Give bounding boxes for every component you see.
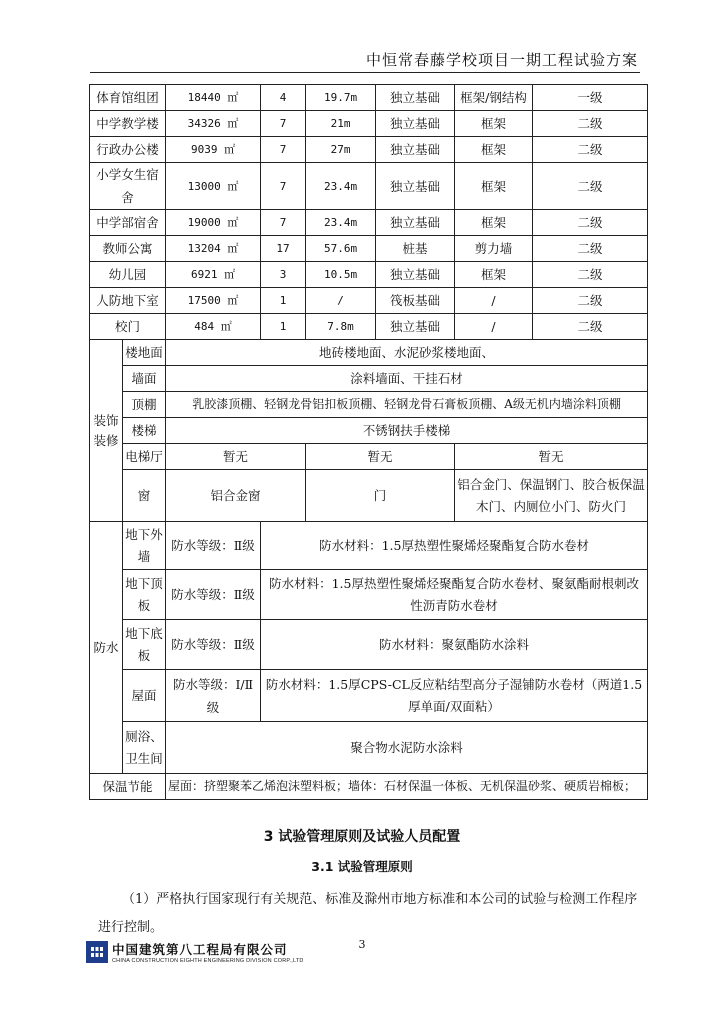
company-name-en: CHINA CONSTRUCTION EIGHTH ENGINEERING DIVISION CORP.,LTD [112,958,304,964]
building-grade: 二级 [533,314,648,340]
building-foundation: 独立基础 [376,163,455,210]
section-paragraph: （1）严格执行国家现行有关规范、标准及滁州市地方标准和本公司的试验与检测工作程序进行控制。 [98,892,638,935]
building-row [90,111,648,137]
building-name: 教师公寓 [90,236,166,262]
wp-basement-roof-material: 防水材料：1.5厚热塑性聚烯烃聚酯复合防水卷材、聚氨酯耐根刺改性沥青防水卷材 [261,570,648,620]
building-structure: 框架 [455,111,533,137]
building-structure: 框架 [455,210,533,236]
wp-basement-floor-grade: 防水等级：Ⅱ级 [166,620,261,670]
wp-basement-roof-grade: 防水等级：Ⅱ级 [166,570,261,620]
building-row [90,137,648,163]
building-foundation: 独立基础 [376,210,455,236]
decoration-elevator-value-2: 暂无 [306,444,455,470]
building-name: 校门 [90,314,166,340]
decoration-window-label: 窗 [123,470,166,522]
building-foundation: 独立基础 [376,111,455,137]
decoration-wall-value: 涂料墙面、干挂石材 [166,366,648,392]
building-height: 57.6m [306,236,376,262]
decoration-ceiling-value: 乳胶漆顶棚、轻钢龙骨铝扣板顶棚、轻钢龙骨石膏板顶棚、A级无机内墙涂料顶棚 [166,392,648,418]
building-grade: 二级 [533,111,648,137]
decoration-elevator-value-1: 暂无 [166,444,306,470]
building-structure: 框架/钢结构 [455,85,533,111]
building-row [90,85,648,111]
building-floors: 7 [261,163,306,210]
section-title: 3 试验管理原则及试验人员配置 [263,829,461,845]
building-height: 23.4m [306,163,376,210]
building-structure: / [455,314,533,340]
building-floors: 3 [261,262,306,288]
building-name: 中学教学楼 [90,111,166,137]
building-name: 小学女生宿舍 [90,163,166,210]
building-height: / [306,288,376,314]
building-floors: 1 [261,314,306,340]
wp-basement-wall-material: 防水材料：1.5厚热塑性聚烯烃聚酯复合防水卷材 [261,522,648,570]
header-rule [90,72,640,73]
building-height: 7.8m [306,314,376,340]
wp-basement-floor-material: 防水材料：聚氨酯防水涂料 [261,620,648,670]
building-name: 人防地下室 [90,288,166,314]
section-subtitle: 3.1 试验管理原则 [311,859,413,874]
wp-roof-material: 防水材料：1.5厚CPS-CL反应粘结型高分子湿铺防水卷材（两道1.5厚单面/双面粘） [261,670,648,722]
building-grade: 一级 [533,85,648,111]
building-foundation: 独立基础 [376,137,455,163]
building-structure: 框架 [455,137,533,163]
building-floors: 4 [261,85,306,111]
wp-toilet-label: 厕浴、卫生间 [123,722,166,774]
building-floors: 7 [261,210,306,236]
wp-roof-grade: 防水等级：Ⅰ/Ⅱ级 [166,670,261,722]
building-structure: / [455,288,533,314]
building-foundation: 桩基 [376,236,455,262]
building-name: 中学部宿舍 [90,210,166,236]
company-name-cn: 中国建筑第八工程局有限公司 [112,942,288,957]
building-area: 13204 ㎡ [166,236,261,262]
building-name: 体育馆组团 [90,85,166,111]
wp-roof-label: 屋面 [123,670,166,722]
building-foundation: 筏板基础 [376,288,455,314]
building-area: 19000 ㎡ [166,210,261,236]
building-height: 10.5m [306,262,376,288]
document-header-title: 中恒常春藤学校项目一期工程试验方案 [365,51,638,69]
wp-basement-wall-grade: 防水等级：Ⅱ级 [166,522,261,570]
building-height: 23.4m [306,210,376,236]
decoration-label: 装饰装修 [90,340,123,522]
wp-basement-wall-label: 地下外墙 [123,522,166,570]
decoration-stairs-label: 楼梯 [123,418,166,444]
building-grade: 二级 [533,236,648,262]
building-floors: 7 [261,111,306,137]
building-height: 21m [306,111,376,137]
building-floors: 17 [261,236,306,262]
building-foundation: 独立基础 [376,85,455,111]
building-grade: 二级 [533,262,648,288]
building-structure: 框架 [455,163,533,210]
building-area: 18440 ㎡ [166,85,261,111]
building-height: 19.7m [306,85,376,111]
building-area: 9039 ㎡ [166,137,261,163]
building-row [90,210,648,236]
decoration-window-value-2: 门 [306,470,455,522]
building-grade: 二级 [533,137,648,163]
building-grade: 二级 [533,210,648,236]
decoration-elevator-label: 电梯厅 [123,444,166,470]
building-foundation: 独立基础 [376,262,455,288]
building-foundation: 独立基础 [376,314,455,340]
building-grade: 二级 [533,163,648,210]
building-row [90,288,648,314]
decoration-floor-label: 楼地面 [123,340,166,366]
building-structure: 剪力墙 [455,236,533,262]
building-area: 13000 ㎡ [166,163,261,210]
wp-basement-floor-label: 地下底板 [123,620,166,670]
insulation-value: 屋面：挤塑聚苯乙烯泡沫塑料板；墙体：石材保温一体板、无机保温砂浆、硬质岩棉板； [166,774,648,800]
building-floors: 1 [261,288,306,314]
building-height: 27m [306,137,376,163]
wp-basement-roof-label: 地下顶板 [123,570,166,620]
building-row [90,236,648,262]
insulation-label: 保温节能 [90,774,166,800]
building-name: 幼儿园 [90,262,166,288]
decoration-window-value-1: 铝合金窗 [166,470,306,522]
building-area: 6921 ㎡ [166,262,261,288]
decoration-floor-value: 地砖楼地面、水泥砂浆楼地面、 [166,340,648,366]
page-number: 3 [358,938,366,951]
decoration-stairs-value: 不锈钢扶手楼梯 [166,418,648,444]
building-floors: 7 [261,137,306,163]
building-row [90,262,648,288]
building-name: 行政办公楼 [90,137,166,163]
building-area: 17500 ㎡ [166,288,261,314]
building-area: 484 ㎡ [166,314,261,340]
building-grade: 二级 [533,288,648,314]
decoration-wall-label: 墙面 [123,366,166,392]
building-row [90,163,648,210]
project-overview-table [89,84,648,800]
decoration-ceiling-label: 顶棚 [123,392,166,418]
wp-toilet-material: 聚合物水泥防水涂料 [166,722,648,774]
building-structure: 框架 [455,262,533,288]
decoration-elevator-value-3: 暂无 [455,444,648,470]
decoration-window-value-3: 铝合金门、保温钢门、胶合板保温木门、内厕位小门、防火门 [455,470,648,522]
building-row [90,314,648,340]
waterproof-label: 防水 [90,522,123,774]
building-area: 34326 ㎡ [166,111,261,137]
